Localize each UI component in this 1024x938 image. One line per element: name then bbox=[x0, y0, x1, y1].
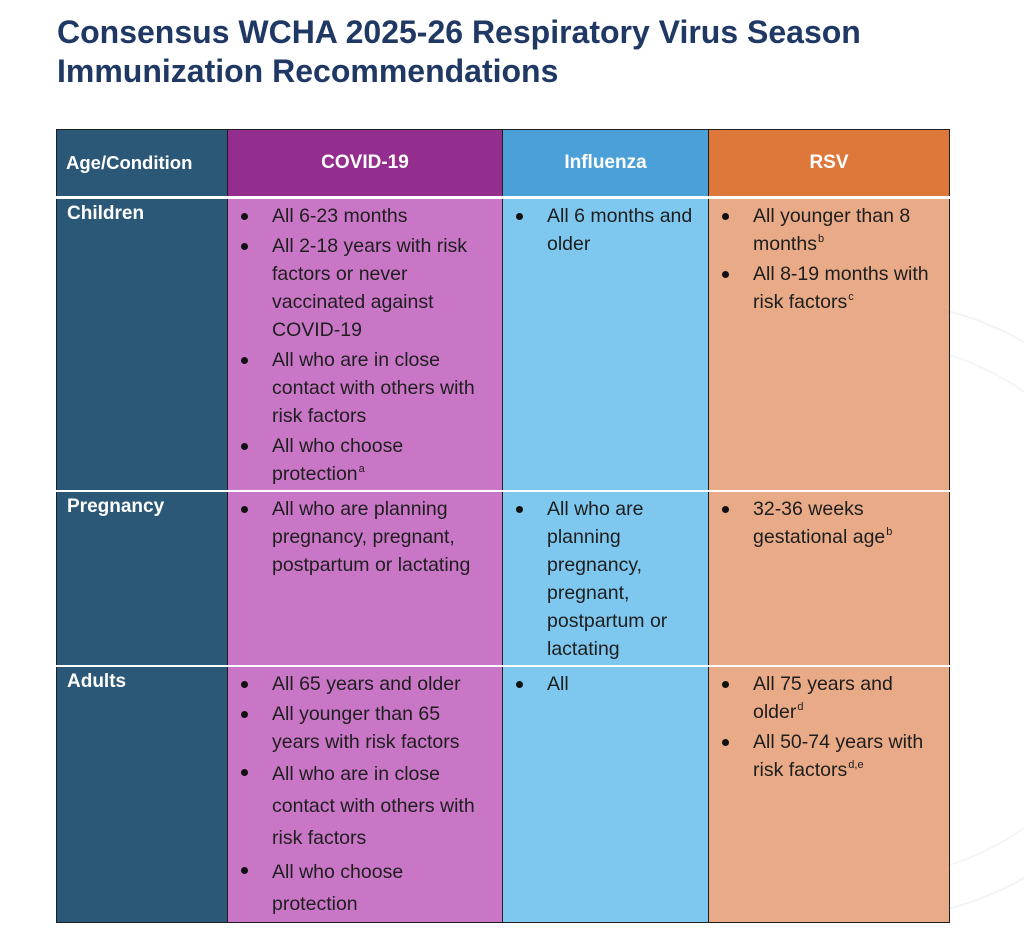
table-row-children bbox=[57, 198, 950, 492]
cell-pregnancy-influenza bbox=[503, 491, 709, 666]
list-item bbox=[228, 202, 492, 230]
list-item bbox=[709, 260, 939, 316]
header-age-condition: Age/Condition bbox=[57, 130, 228, 198]
list-item bbox=[228, 232, 492, 344]
list-item-text: All 8-19 months with risk factors bbox=[753, 263, 929, 313]
footnote-marker: d bbox=[797, 701, 804, 713]
table-row-adults bbox=[57, 666, 950, 923]
bullet-list bbox=[503, 667, 708, 698]
list-item-text: All who choose protection bbox=[272, 435, 404, 485]
table-row-pregnancy bbox=[57, 491, 950, 666]
row-label-pregnancy: Pregnancy bbox=[57, 491, 228, 666]
list-item bbox=[228, 495, 492, 579]
list-item-text: All who are in close contact with others with risk factors bbox=[272, 763, 475, 849]
bullet-list bbox=[228, 199, 502, 488]
footnote-marker: d,e bbox=[848, 759, 864, 771]
cell-children-rsv bbox=[709, 198, 950, 492]
list-item-text: All 6 months and older bbox=[547, 205, 693, 255]
footnote-marker: b bbox=[817, 233, 825, 245]
header-row bbox=[57, 130, 950, 198]
bullet-list bbox=[503, 492, 708, 663]
list-item bbox=[709, 495, 939, 551]
list-item-text: All younger than 65 years with risk factors bbox=[272, 703, 460, 753]
header-rsv: RSV bbox=[709, 130, 950, 198]
cell-adults-rsv bbox=[709, 666, 950, 923]
cell-pregnancy-covid bbox=[228, 491, 503, 666]
list-item bbox=[228, 432, 492, 488]
list-item-text: All 65 years and older bbox=[272, 673, 461, 695]
bullet-list bbox=[709, 199, 949, 316]
list-item bbox=[503, 670, 698, 698]
cell-adults-influenza bbox=[503, 666, 709, 923]
bullet-list bbox=[709, 492, 949, 551]
list-item-text: All who choose protection bbox=[272, 861, 404, 915]
footnote-marker: c bbox=[848, 291, 854, 303]
cell-children-influenza bbox=[503, 198, 709, 492]
list-item bbox=[709, 728, 939, 784]
cell-adults-covid bbox=[228, 666, 503, 923]
list-item-text: 32-36 weeks gestational age bbox=[753, 498, 886, 548]
footnote-marker: b bbox=[886, 526, 893, 538]
list-item bbox=[228, 700, 492, 756]
list-item-text: All who are planning pregnancy, pregnant, postpartum or lactating bbox=[272, 498, 471, 576]
list-item bbox=[503, 202, 698, 258]
page-title: Consensus WCHA 2025-26 Respiratory Virus Season Immunization Recommendations bbox=[57, 14, 861, 89]
list-item bbox=[709, 670, 939, 726]
list-item-text: All bbox=[547, 673, 569, 695]
list-item-text: All 50-74 years with risk factors bbox=[753, 731, 924, 781]
bullet-list bbox=[228, 492, 502, 579]
row-label-adults: Adults bbox=[57, 666, 228, 923]
row-label-children: Children bbox=[57, 198, 228, 492]
bullet-list bbox=[228, 667, 502, 920]
list-item bbox=[709, 202, 939, 258]
recommendations-table bbox=[56, 129, 950, 923]
list-item bbox=[228, 856, 492, 920]
cell-children-covid bbox=[228, 198, 503, 492]
bullet-list bbox=[503, 199, 708, 258]
footnote-marker: a bbox=[358, 463, 365, 475]
list-item-text: All 6-23 months bbox=[272, 205, 408, 227]
bullet-list bbox=[709, 667, 949, 784]
list-item-text: All 2-18 years with risk factors or never vaccinated against COVID-19 bbox=[272, 235, 468, 341]
list-item bbox=[503, 495, 698, 663]
cell-pregnancy-rsv bbox=[709, 491, 950, 666]
header-influenza: Influenza bbox=[503, 130, 709, 198]
list-item-text: All who are in close contact with others with risk factors bbox=[272, 349, 475, 427]
header-covid: COVID-19 bbox=[228, 130, 503, 198]
list-item-text: All younger than 8 months bbox=[753, 205, 911, 255]
list-item bbox=[228, 758, 492, 854]
list-item-text: All 75 years and older bbox=[753, 673, 893, 723]
list-item-text: All who are planning pregnancy, pregnant, postpartum or lactating bbox=[547, 498, 668, 660]
list-item bbox=[228, 670, 492, 698]
list-item bbox=[228, 346, 492, 430]
